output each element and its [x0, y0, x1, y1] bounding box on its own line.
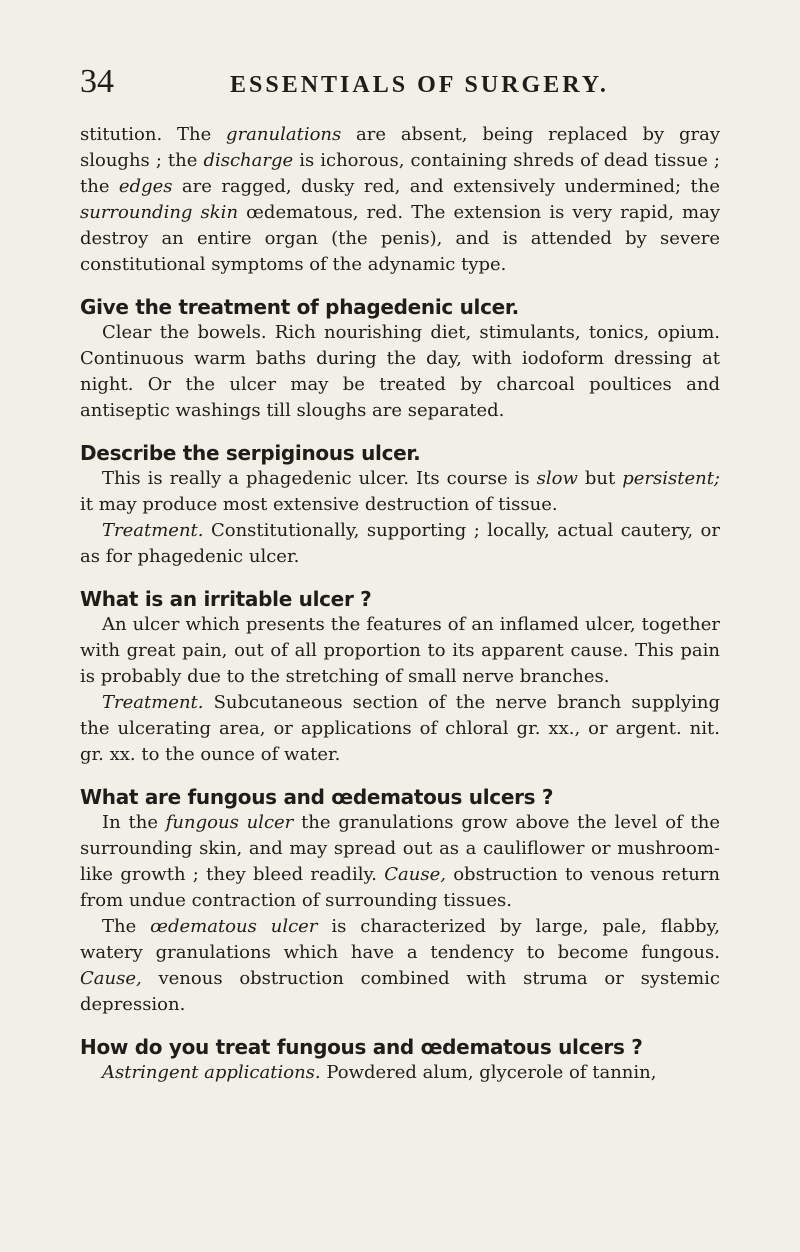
italic-term: fungous ulcer [165, 812, 294, 833]
italic-term: discharge [203, 150, 294, 171]
question-heading: What is an irritable ulcer ? [80, 587, 372, 611]
text-run: it may produce most extensive destruction of tissue. [80, 494, 558, 515]
italic-term: Astringent applications. [102, 1062, 321, 1083]
paragraph-oedematous [80, 914, 720, 1018]
paragraph-serpiginous [80, 466, 720, 518]
text-run: are absent, being replaced by gray sloughs ; the [80, 124, 720, 171]
italic-term: œdematous ulcer [150, 916, 318, 937]
body-text [80, 122, 720, 1086]
text-run: In the [102, 812, 166, 833]
paragraph-astringent [80, 1060, 720, 1086]
question-heading: How do you treat fungous and œdematous ulcers ? [80, 1035, 643, 1059]
italic-term: Cause, [384, 864, 446, 885]
text-run: This is really a phagedenic ulcer. Its course is [102, 468, 537, 489]
page-number: 34 [80, 63, 114, 100]
paragraph-irritable: An ulcer which presents the features of an inflamed ulcer, together with great pain, out of all proportion to its apparent cause. This pain is probably due to the stretching of small nerve branches. [80, 614, 720, 687]
text-run: obstruction to venous return from undue contraction of surrounding tissues. [80, 864, 720, 911]
question-heading: Describe the serpiginous ulcer. [80, 441, 421, 465]
italic-term: surrounding skin [80, 202, 239, 223]
paragraph-phagedenic-treatment: Clear the bowels. Rich nourishing diet, stimulants, tonics, opium. Continuous warm baths during the day, with iodoform dressing at night. Or the ulcer may be treated by charcoal poultices and antiseptic washings till sloughs are separated. [80, 322, 720, 421]
text-run: The [102, 916, 151, 937]
text-run: Constitutionally, supporting ; locally, actual cautery, or as for phagedenic ulcer. [80, 520, 720, 567]
page-header [80, 64, 720, 104]
italic-term: persistent; [622, 468, 720, 489]
text-run: Powdered alum, glycerole of tannin, [320, 1062, 657, 1083]
text-run: œdematous, red. The extension is very rapid, may destroy an entire organ (the penis), and is attended by severe constitutional symptoms of the adynamic type. [80, 202, 721, 275]
paragraph-serpiginous-treatment [80, 518, 720, 570]
text-run: is ichorous, containing shreds of dead tissue ; the [80, 150, 720, 197]
question-heading: What are fungous and œdematous ulcers ? [80, 785, 554, 809]
paragraph-irritable-treatment [80, 690, 720, 768]
paragraph-phagedenic-description [80, 122, 720, 278]
text-run: are ragged, dusky red, and extensively undermined; the [172, 176, 720, 197]
italic-term: slow [536, 468, 578, 489]
question-heading: Give the treatment of phagedenic ulcer. [80, 295, 519, 319]
text-run: stitution. The [80, 124, 227, 145]
italic-term: Treatment. [102, 692, 204, 713]
text-run: venous obstruction combined with struma or systemic depression. [80, 968, 720, 1015]
italic-term: granulations [226, 124, 342, 145]
paragraph-fungous [80, 810, 720, 914]
italic-term: Treatment. [102, 520, 204, 541]
italic-term: Cause, [80, 968, 142, 989]
running-title: ESSENTIALS OF SURGERY. [230, 72, 609, 98]
text-run: the granulations grow above the level of the surrounding skin, and may spread out as a cauliflower or mushroom-like growth ; they bleed readily. [80, 812, 720, 885]
text-run: Subcutaneous section of the nerve branch supplying the ulcerating area, or applications of chloral gr. xx., or argent. nit. gr. xx. to the ounce of water. [80, 692, 720, 765]
text-run: is characterized by large, pale, flabby, watery granulations which have a tendency to become fungous. [80, 916, 720, 963]
italic-term: edges [118, 176, 173, 197]
text-run: but [577, 468, 623, 489]
